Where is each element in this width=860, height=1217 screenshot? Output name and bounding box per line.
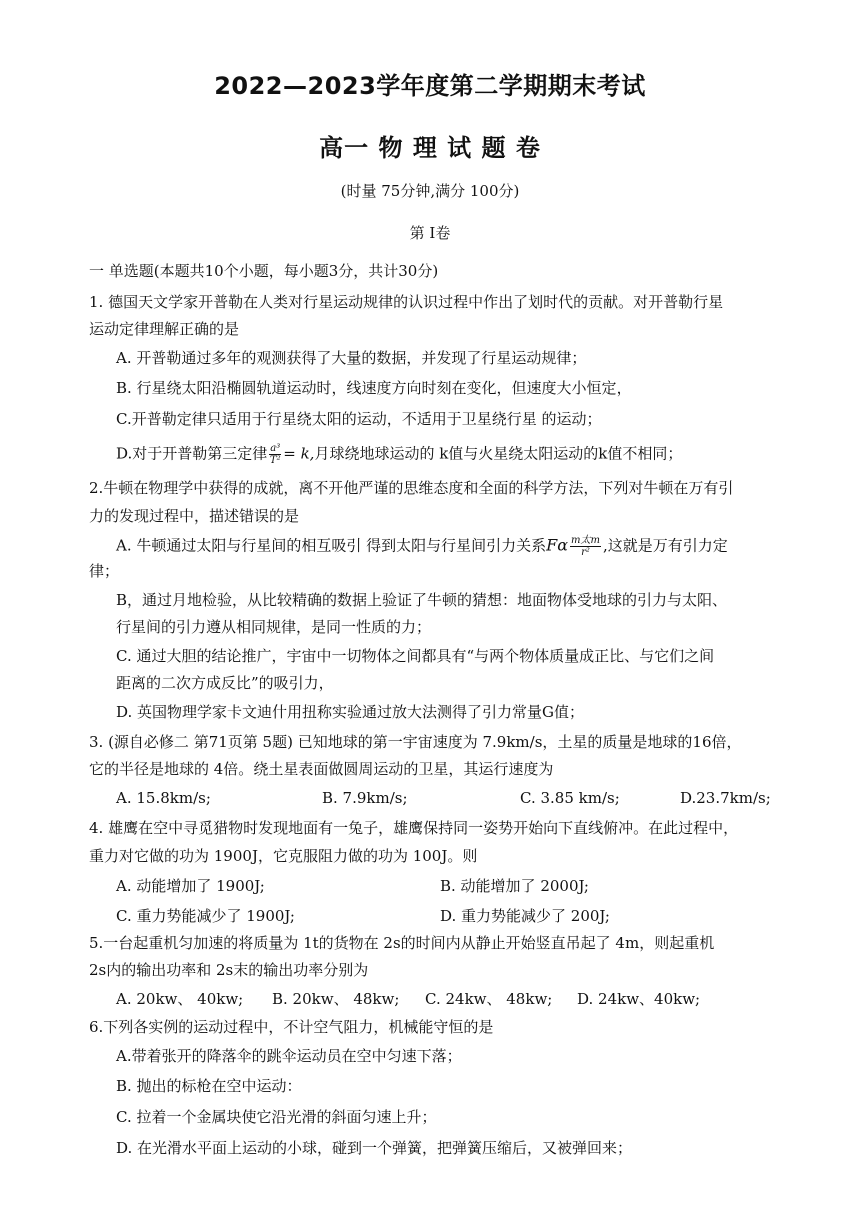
q1-option-d-post: 月球绕地球运动的 k值与火星绕太阳运动的k值不相同； (314, 444, 683, 463)
kepler-denominator: T² (269, 455, 281, 466)
q4-option-d: D. 重力势能减少了 200J; (440, 907, 610, 925)
q1-option-b: B. 行星绕太阳沿椭圆轨道运动时，线速度方向时刻在变化，但速度大小恒定， (116, 379, 632, 397)
q3-option-c: C. 3.85 km/s; (520, 789, 620, 807)
q2-option-a (116, 535, 728, 558)
q6-stem: 6.下列各实例的运动过程中，不计空气阻力，机械能守恒的是 (89, 1018, 494, 1036)
volume-label: 第 I卷 (409, 224, 451, 242)
exam-info: (时量 75分钟,满分 100分) (340, 182, 520, 200)
q5-stem-line2: 2s内的输出功率和 2s末的输出功率分别为 (89, 961, 369, 979)
q5-option-b: B. 20kw、 48kw; (272, 990, 400, 1008)
q3-option-d: D.23.7km/s; (680, 789, 771, 807)
q3-option-b: B. 7.9km/s; (322, 789, 408, 807)
q3-option-a: A. 15.8km/s; (116, 789, 211, 807)
q4-stem-line1: 4. 雄鹰在空中寻觅猎物时发现地面有一兔子，雄鹰保持同一姿势开始向下直线俯冲。在此过程中， (89, 819, 739, 837)
q5-stem-line1: 5.一台起重机匀加速的将质量为 1t的货物在 2s的时间内从静止开始竖直吊起了 4m，则起重机 (89, 934, 715, 952)
q1-option-a: A. 开普勒通过多年的观测获得了大量的数据，并发现了行星运动规律； (116, 349, 587, 367)
q2-option-a-cont: 律； (89, 562, 120, 580)
q5-option-d: D. 24kw、40kw; (577, 990, 701, 1008)
kepler-numerator: a³ (270, 443, 281, 454)
exam-subject: 高一 物 理 试 题 卷 (319, 134, 541, 162)
section-heading: 一 单选题(本题共10个小题，每小题3分，共计30分) (89, 262, 439, 280)
q4-option-a: A. 动能增加了 1900J; (116, 877, 265, 895)
q3-stem-line1: 3. (源自必修二 第71页第 5题) 已知地球的第一宇宙速度为 7.9km/s，土星的质量是地球的16倍， (89, 733, 742, 751)
q2-option-a-post: ,这就是万有引力定 (603, 536, 728, 555)
q1-option-d (116, 443, 682, 466)
q6-option-d: D. 在光滑水平面上运动的小球，碰到一个弹簧，把弹簧压缩后，又被弹回来； (116, 1139, 633, 1157)
gravity-relation-fraction (570, 535, 601, 558)
q4-option-c: C. 重力势能减少了 1900J; (116, 907, 295, 925)
q2-stem-line1: 2.牛顿在物理学中获得的成就，离不开他严谨的思维态度和全面的科学方法，下列对牛顿在万有引 (89, 479, 734, 497)
exam-title: 2022—2023学年度第二学期期末考试 (214, 72, 646, 100)
q2-stem-line2: 力的发现过程中，描述错误的是 (89, 507, 300, 525)
q4-option-b: B. 动能增加了 2000J; (440, 877, 589, 895)
q1-option-c: C.开普勒定律只适用于行星绕太阳的运动，不适用于卫星绕行星 的运动； (116, 410, 602, 428)
gravity-relation-symbol: Fα (546, 535, 569, 555)
q2-option-c-line2: 距离的二次方成反比”的吸引力， (116, 674, 334, 692)
q6-option-a: A.带着张开的降落伞的跳伞运动员在空中匀速下落； (116, 1047, 462, 1065)
q2-option-c-line1: C. 通过大胆的结论推广，宇宙中一切物体之间都具有“与两个物体质量成正比、与它们之间 (116, 647, 715, 665)
gravity-numerator: m太m (571, 535, 601, 546)
q5-option-c: C. 24kw、 48kw; (425, 990, 553, 1008)
q5-option-a: A. 20kw、 40kw; (116, 990, 244, 1008)
kepler-equals: = k, (283, 444, 315, 463)
kepler-formula-fraction (269, 443, 281, 466)
q4-stem-line2: 重力对它做的功为 1900J，它克服阻力做的功为 100J。则 (89, 847, 478, 865)
q6-option-b: B. 抛出的标枪在空中运动： (116, 1077, 302, 1095)
q1-stem-line1: 1. 德国天文学家开普勒在人类对行星运动规律的认识过程中作出了划时代的贡献。对开普勒行星 (89, 293, 724, 311)
q1-stem-line2: 运动定律理解正确的是 (89, 320, 240, 338)
q2-option-b-line2: 行星间的引力遵从相同规律，是同一性质的力； (116, 618, 432, 636)
q1-option-d-pre: D.对于开普勒第三定律 (116, 444, 268, 463)
q2-option-b-line1: B，通过月地检验，从比较精确的数据上验证了牛顿的猜想：地面物体受地球的引力与太阳、 (116, 591, 728, 609)
q2-option-d: D. 英国物理学家卡文迪什用扭称实验通过放大法测得了引力常量G值； (116, 703, 585, 721)
gravity-denominator: r² (581, 547, 590, 558)
q6-option-c: C. 拉着一个金属块使它沿光滑的斜面匀速上升； (116, 1108, 437, 1126)
q3-stem-line2: 它的半径是地球的 4倍。绕土星表面做圆周运动的卫星，其运行速度为 (89, 760, 554, 778)
q2-option-a-pre: A. 牛顿通过太阳与行星间的相互吸引 得到太阳与行星间引力关系 (116, 536, 547, 555)
